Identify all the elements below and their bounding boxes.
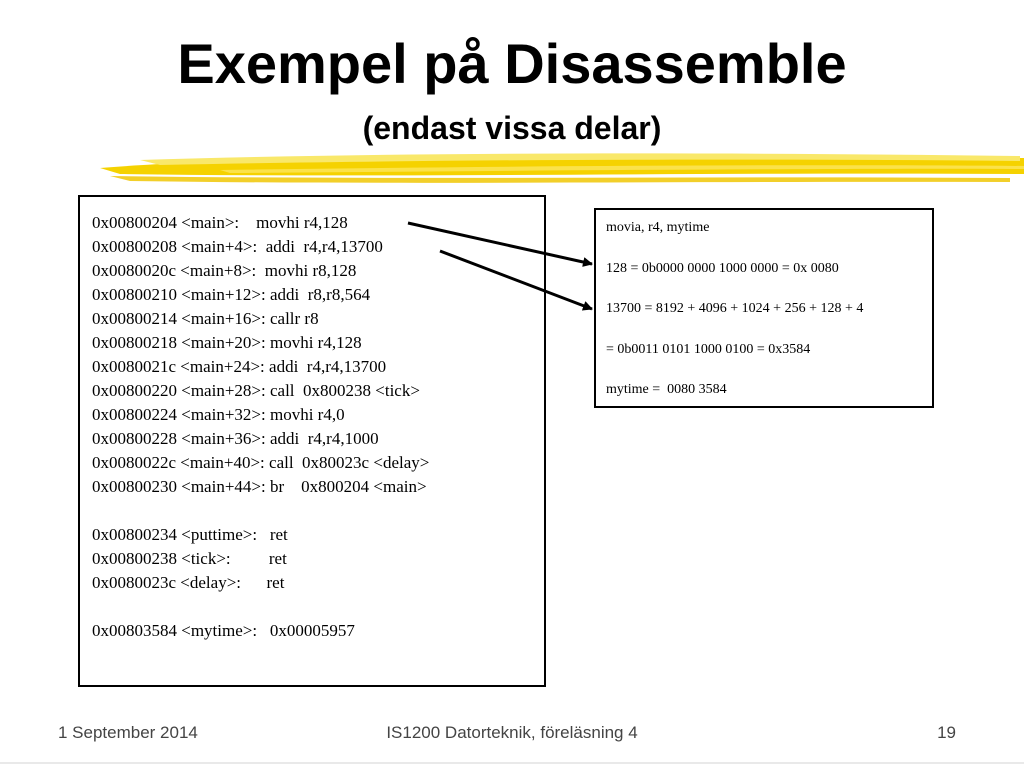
code-line: 0x00800230 <main+44>: br 0x800204 <main> — [92, 477, 427, 496]
code-line: 0x00800218 <main+20>: movhi r4,128 — [92, 333, 362, 352]
code-line: 0x0080023c <delay>: ret — [92, 573, 285, 592]
explanation-line: movia, r4, mytime — [606, 220, 710, 235]
page-number: 19 — [937, 723, 956, 742]
code-line: 0x00800208 <main+4>: addi r4,r4,13700 — [92, 237, 383, 256]
block-spacer — [92, 499, 544, 523]
main-function-block — [92, 211, 544, 499]
code-line: 0x00800204 <main>: movhi r4,128 — [92, 213, 348, 232]
code-line: 0x0080021c <main+24>: addi r4,r4,13700 — [92, 357, 387, 376]
block-spacer — [92, 595, 544, 619]
explanation-line: mytime = 0080 3584 — [606, 382, 727, 397]
code-line: 0x00800214 <main+16>: callr r8 — [92, 309, 319, 328]
code-line: 0x00800224 <main+32>: movhi r4,0 — [92, 405, 345, 424]
slide-title: Exempel på Disassemble — [177, 32, 847, 95]
footer-course: IS1200 Datorteknik, föreläsning 4 — [386, 723, 638, 742]
code-line: 0x0080022c <main+40>: call 0x80023c <delay> — [92, 453, 430, 472]
code-line: 0x00800234 <puttime>: ret — [92, 525, 288, 544]
footer-date: 1 September 2014 — [58, 723, 198, 742]
explanation-line: 128 = 0b0000 0000 1000 0000 = 0x 0080 — [606, 260, 839, 276]
code-line: 0x00800210 <main+12>: addi r8,r8,564 — [92, 285, 371, 304]
bottom-divider — [0, 762, 1024, 764]
code-line: 0x0080020c <main+8>: movhi r8,128 — [92, 261, 357, 280]
explanation-line: 13700 = 8192 + 4096 + 1024 + 256 + 128 + 4 — [606, 301, 864, 316]
code-line: 0x00800220 <main+28>: call 0x800238 <tick> — [92, 381, 420, 400]
highlighter-stroke-decoration — [100, 148, 1024, 188]
code-line: 0x00803584 <mytime>: 0x00005957 — [92, 621, 355, 640]
explanation-box — [594, 208, 934, 408]
subroutines-block — [92, 523, 544, 595]
code-line: 0x00800238 <tick>: ret — [92, 549, 287, 568]
data-block — [92, 619, 544, 643]
explanation-line: = 0b0011 0101 1000 0100 = 0x3584 — [606, 341, 811, 357]
slide-subtitle: (endast vissa delar) — [362, 110, 662, 146]
disassembly-listing — [78, 195, 546, 687]
code-line: 0x00800228 <main+36>: addi r4,r4,1000 — [92, 429, 379, 448]
